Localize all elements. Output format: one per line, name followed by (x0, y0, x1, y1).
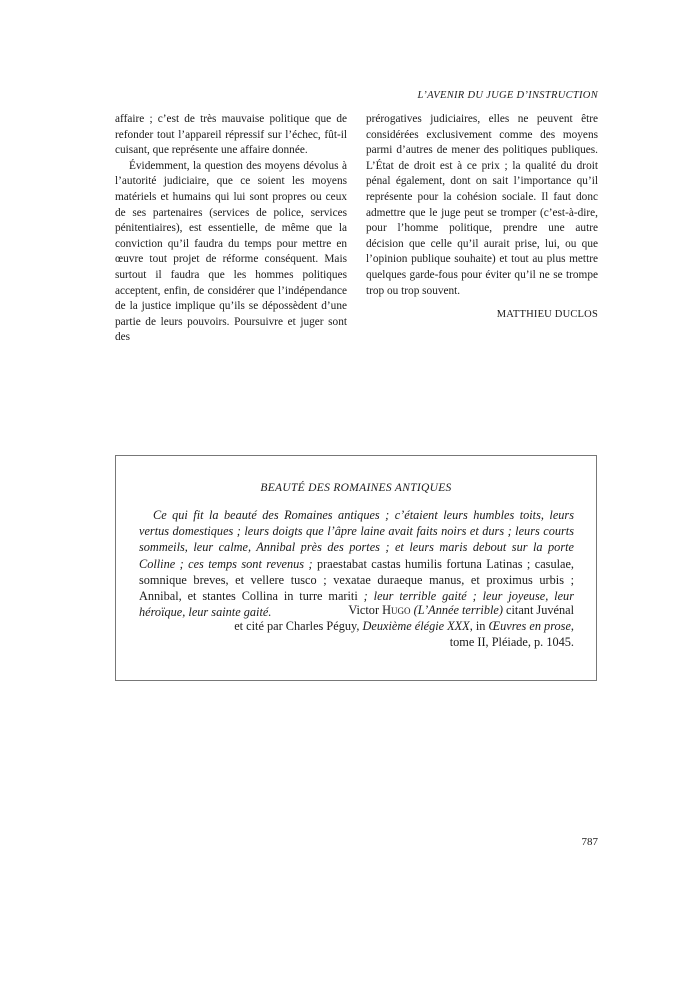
paragraph: prérogatives judiciaires, elles ne peuvent être considérées exclusivement comme des moyens parmi d’autres de mener des politiques publiques. L’État de droit est à ce prix ; la qualité du droit pénal également, dont on sait l’importance qu’il représente pour la cohésion sociale. Il faut donc admettre que le juge peut se tromper (c’est-à-dire, pour l’homme politique, prendre une autre décision que celle qu’il aurait prise, lui, ou que l’opinion publique souhaite) et tout au plus mettre quelques garde-fous pour éviter qu’il ne se trompe trop ou trop souvent. (366, 113, 598, 297)
attribution-line2-prefix: et cité par Charles Péguy, (234, 619, 363, 633)
attribution-line2-end: , (570, 619, 574, 633)
author-signature: MATTHIEU DUCLOS (496, 309, 598, 321)
paragraph: affaire ; c’est de très mauvaise politique que de refonder tout l’appareil répressif sur l’échec, fût-il cuisant, que représente une affaire donnée. (115, 113, 347, 157)
work-title: (L’Année terrible) (410, 603, 503, 617)
attribution-line2-mid: , in (469, 619, 489, 633)
attribution-prefix: Victor (348, 603, 383, 617)
article-right-column (366, 112, 598, 323)
quote-latin-part: praestabat castas humilis fortuna Latinas ; casulae, somnique breves, et vellere tusco ; vexatae duraeque manus, et proximus urbis ; Annibal, et stantes Collina in turre mariti (139, 556, 575, 604)
paragraph: Évidemment, la question des moyens dévolus à l’autorité judiciaire, que ce soient les moyens matériels et humains qui lui sont propres ou ceux de ses partenaires (services de police, services pénitentiaires), est essentielle, de même que la conviction qu’il faudra du temps pour mettre en œuvre tout projet de réforme conséquent. Mais surtout il faudra que les hommes politiques acceptent, enfin, de considérer que l’indépendance de la justice implique qu’ils se dépossèdent d’une partie de leurs pouvoirs. Poursuivre et juger sont des (115, 159, 347, 344)
attribution-cites: citant Juvénal (502, 603, 574, 617)
quote-french-part-1: Ce qui fit la beauté des Romaines antiques ; c’étaient leurs humbles toits, leurs vertus domestiques ; leurs doigts que l’âpre laine avait faits noirs et durs ; leurs courts sommeils, leur calme, Annibal près des portes ; et leurs maris debout sur la porte Colline ; ces temps sont revenus ; (139, 508, 574, 571)
book-title: Œuvres en prose (488, 619, 571, 633)
article-left-column (115, 112, 347, 346)
box-title: BEAUTÉ DES ROMAINES ANTIQUES (260, 482, 452, 494)
attribution-line-1 (348, 602, 574, 618)
elegy-title: Deuxième élégie XXX (362, 619, 470, 633)
author-name: Hugo (382, 603, 411, 617)
running-head: L’AVENIR DU JUGE D’INSTRUCTION (417, 90, 598, 101)
quote-french-part-2: ; leur terrible gaité ; leur joyeuse, leur héroïque, leur sainte gaité. (139, 589, 574, 620)
page-number: 787 (581, 836, 598, 848)
quote-box (115, 455, 597, 681)
attribution-line-2 (234, 618, 574, 634)
attribution-line-3: tome II, Pléiade, p. 1045. (449, 635, 574, 649)
